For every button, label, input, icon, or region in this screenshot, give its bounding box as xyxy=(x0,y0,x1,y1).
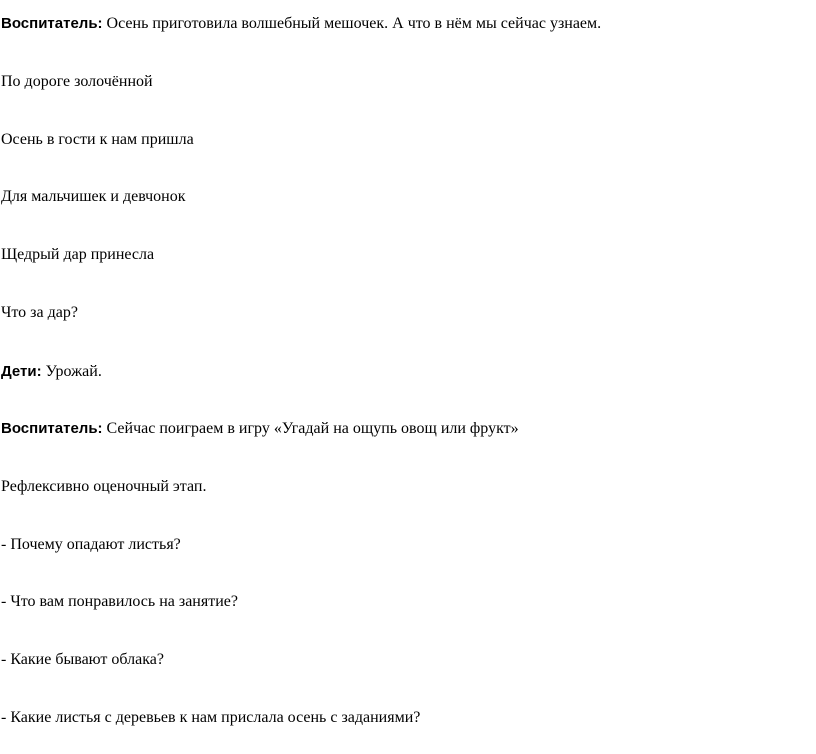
paragraph-text: Сейчас поиграем в игру «Угадай на ощупь овощ или фрукт» xyxy=(102,420,519,437)
paragraph-text: - Почему опадают листья? xyxy=(1,536,181,553)
poem-line-2 xyxy=(1,130,194,150)
poem-line-4 xyxy=(1,245,154,265)
reflection-question-3 xyxy=(1,650,164,670)
paragraph-text: Урожай. xyxy=(41,363,102,380)
poem-line-1 xyxy=(1,72,153,92)
reflection-question-4 xyxy=(1,708,420,728)
paragraph-text: - Какие бывают облака? xyxy=(1,651,164,668)
paragraph-text: Щедрый дар принесла xyxy=(1,246,155,263)
question-line xyxy=(1,303,78,323)
paragraph-text: - Что вам понравилось на занятие? xyxy=(1,593,238,610)
paragraph-teacher-game xyxy=(1,419,519,439)
paragraph-text: Что за дар? xyxy=(1,304,78,321)
paragraph-text: Для мальчишек и девчонок xyxy=(1,188,186,205)
paragraph-teacher-intro xyxy=(1,14,601,34)
speaker-label: Воспитатель: xyxy=(1,15,103,32)
section-heading-reflection xyxy=(1,477,206,497)
speaker-label: Дети: xyxy=(1,363,42,380)
paragraph-text: Осень приготовила волшебный мешочек. А что в нём мы сейчас узнаем. xyxy=(102,15,602,32)
paragraph-text: Осень в гости к нам пришла xyxy=(1,131,194,148)
reflection-question-2 xyxy=(1,592,238,612)
paragraph-text: - Какие листья с деревьев к нам прислала осень с заданиями? xyxy=(1,709,421,726)
poem-line-3 xyxy=(1,187,186,207)
paragraph-text: Рефлексивно оценочный этап. xyxy=(1,478,207,495)
paragraph-children-answer xyxy=(1,362,102,382)
reflection-question-1 xyxy=(1,535,181,555)
speaker-label: Воспитатель: xyxy=(1,420,103,437)
paragraph-text: По дороге золочённой xyxy=(1,73,153,90)
